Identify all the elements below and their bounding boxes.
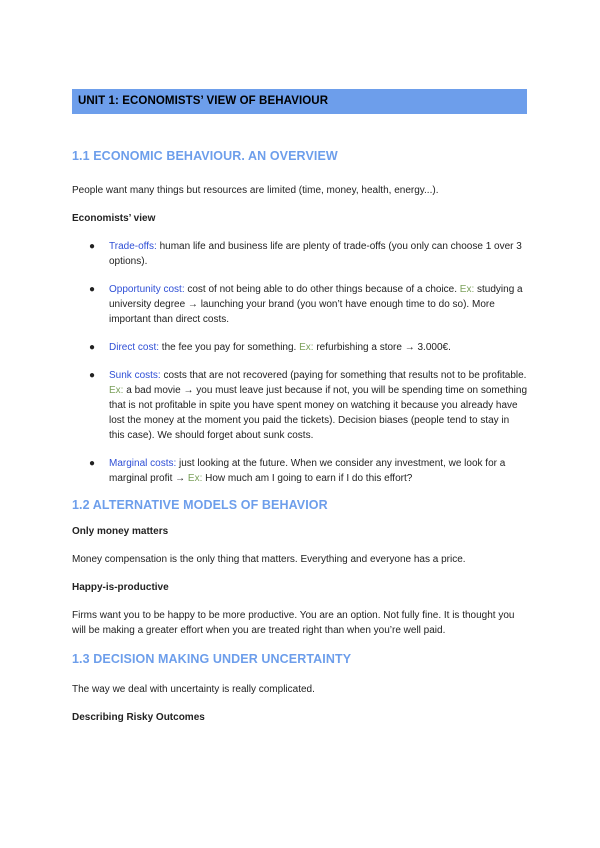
term-sunk-costs: Sunk costs: [109, 370, 161, 381]
example-label: Ex: [109, 385, 124, 396]
list-item-trade-offs [72, 239, 527, 269]
term-trade-offs: Trade-offs: [109, 241, 157, 252]
bullet-icon: ● [89, 241, 96, 252]
bullet-icon: ● [89, 458, 96, 469]
section-title-1-1: 1.1 ECONOMIC BEHAVIOUR. AN OVERVIEW [72, 149, 338, 163]
only-money-matters-text: Money compensation is the only thing that matters. Everything and everyone has a price. [72, 554, 466, 565]
term-opportunity-cost: Opportunity cost: [109, 284, 185, 295]
list-item-sunk-costs [72, 368, 527, 443]
section-1-3-intro: The way we deal with uncertainty is really complicated. [72, 684, 315, 695]
happy-is-productive-text: Firms want you to be happy to be more productive. You are an option. Not fully fine. It is thought you will be making a greater effort when you are treated right than when you’re well paid. [72, 610, 515, 636]
describing-risky-outcomes-heading: Describing Risky Outcomes [72, 712, 205, 723]
bullet-icon: ● [89, 370, 96, 381]
unit-title-banner: UNIT 1: ECONOMISTS’ VIEW OF BEHAVIOUR [72, 89, 527, 114]
section-title-1-3: 1.3 DECISION MAKING UNDER UNCERTAINTY [72, 652, 352, 666]
example-label: Ex: [187, 473, 203, 484]
definition-marginal-costs: just looking at the future. When we consider any investment, we look for a marginal profit → [109, 458, 506, 484]
example-sunk-costs: a bad movie → you must leave just because if not, you will be spending time on something that is not profitable in spite you have spent money on watching it because you already have lost the money at the moment you paid the tickets). Decision biases (people tend to stay in this case). We should forget about sunk costs. [109, 385, 528, 441]
bullet-icon: ● [89, 284, 96, 295]
only-money-matters-heading: Only money matters [72, 526, 169, 537]
list-item-direct-cost [72, 340, 527, 355]
section-title-1-2: 1.2 ALTERNATIVE MODELS OF BEHAVIOR [72, 498, 328, 512]
term-direct-cost: Direct cost: [109, 342, 160, 353]
definition-opportunity-cost: cost of not being able to do other things because of a choice. [184, 284, 460, 295]
happy-is-productive-heading: Happy-is-productive [72, 582, 169, 593]
example-marginal-costs: How much am I going to earn if I do this effort? [202, 473, 413, 484]
definition-trade-offs: human life and business life are plenty of trade-offs (you only can choose 1 over 3 options). [109, 241, 522, 267]
definition-direct-cost: the fee you pay for something. [159, 342, 300, 353]
example-label: Ex: [299, 342, 314, 353]
list-item-marginal-costs [72, 456, 527, 486]
term-marginal-costs: Marginal costs: [109, 458, 177, 469]
example-label: Ex: [459, 284, 475, 295]
example-opportunity-cost: studying a university degree → launching your brand (you won’t have enough time to do so). More important than direct costs. [109, 284, 523, 325]
definition-sunk-costs: costs that are not recovered (paying for something that results not to be profitable. [160, 370, 527, 381]
example-direct-cost: refurbishing a store → 3.000€. [313, 342, 451, 353]
list-item-opportunity-cost [72, 282, 527, 327]
document-page [72, 89, 527, 725]
economists-view-list [72, 239, 527, 486]
bullet-icon: ● [89, 342, 96, 353]
economists-view-heading: Economists’ view [72, 213, 156, 224]
section-1-1-intro: People want many things but resources are limited (time, money, health, energy...). [72, 185, 439, 196]
